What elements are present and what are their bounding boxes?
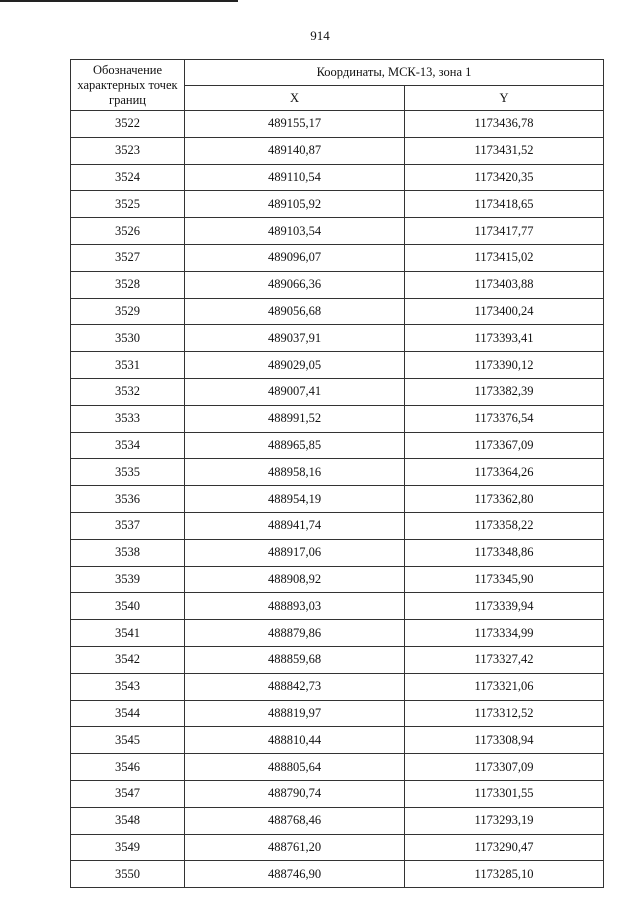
point-cell: 3548 <box>71 807 185 834</box>
y-cell: 1173376,54 <box>405 405 604 432</box>
x-cell: 489155,17 <box>185 111 405 138</box>
x-cell: 488991,52 <box>185 405 405 432</box>
table-row <box>71 352 604 379</box>
table-row <box>71 593 604 620</box>
x-cell: 488805,64 <box>185 754 405 781</box>
table-row <box>71 218 604 245</box>
x-cell: 488761,20 <box>185 834 405 861</box>
point-cell: 3542 <box>71 646 185 673</box>
point-cell: 3524 <box>71 164 185 191</box>
page-number: 914 <box>310 28 330 43</box>
y-cell: 1173293,19 <box>405 807 604 834</box>
table-row <box>71 861 604 888</box>
x-cell: 489103,54 <box>185 218 405 245</box>
y-cell: 1173362,80 <box>405 486 604 513</box>
coordinates-table <box>70 59 604 888</box>
table-row <box>71 780 604 807</box>
table-row <box>71 432 604 459</box>
x-cell: 488954,19 <box>185 486 405 513</box>
table-header <box>71 60 604 111</box>
point-cell: 3539 <box>71 566 185 593</box>
point-cell: 3533 <box>71 405 185 432</box>
point-cell: 3535 <box>71 459 185 486</box>
header-y: Y <box>405 86 604 111</box>
x-cell: 488917,06 <box>185 539 405 566</box>
x-cell: 489110,54 <box>185 164 405 191</box>
table-row <box>71 164 604 191</box>
y-cell: 1173418,65 <box>405 191 604 218</box>
y-cell: 1173417,77 <box>405 218 604 245</box>
x-cell: 488859,68 <box>185 646 405 673</box>
table-row <box>71 620 604 647</box>
y-cell: 1173334,99 <box>405 620 604 647</box>
table-row <box>71 244 604 271</box>
point-cell: 3549 <box>71 834 185 861</box>
table-row <box>71 539 604 566</box>
header-x: X <box>185 86 405 111</box>
table-row <box>71 566 604 593</box>
table-row <box>71 298 604 325</box>
point-cell: 3530 <box>71 325 185 352</box>
point-cell: 3529 <box>71 298 185 325</box>
point-cell: 3537 <box>71 512 185 539</box>
x-cell: 488958,16 <box>185 459 405 486</box>
y-cell: 1173390,12 <box>405 352 604 379</box>
point-cell: 3536 <box>71 486 185 513</box>
x-cell: 489105,92 <box>185 191 405 218</box>
x-cell: 489140,87 <box>185 137 405 164</box>
x-cell: 488810,44 <box>185 727 405 754</box>
table-row <box>71 271 604 298</box>
table-row <box>71 646 604 673</box>
x-cell: 489096,07 <box>185 244 405 271</box>
point-cell: 3545 <box>71 727 185 754</box>
point-cell: 3526 <box>71 218 185 245</box>
y-cell: 1173403,88 <box>405 271 604 298</box>
x-cell: 489066,36 <box>185 271 405 298</box>
x-cell: 488908,92 <box>185 566 405 593</box>
table-row <box>71 325 604 352</box>
x-cell: 489007,41 <box>185 378 405 405</box>
x-cell: 489037,91 <box>185 325 405 352</box>
point-cell: 3523 <box>71 137 185 164</box>
point-cell: 3544 <box>71 700 185 727</box>
table-row <box>71 137 604 164</box>
y-cell: 1173400,24 <box>405 298 604 325</box>
x-cell: 489029,05 <box>185 352 405 379</box>
y-cell: 1173364,26 <box>405 459 604 486</box>
point-cell: 3534 <box>71 432 185 459</box>
x-cell: 488893,03 <box>185 593 405 620</box>
header-coordinates-group: Координаты, МСК-13, зона 1 <box>185 60 604 86</box>
y-cell: 1173339,94 <box>405 593 604 620</box>
y-cell: 1173327,42 <box>405 646 604 673</box>
table-row <box>71 191 604 218</box>
table-row <box>71 378 604 405</box>
y-cell: 1173420,35 <box>405 164 604 191</box>
point-cell: 3547 <box>71 780 185 807</box>
y-cell: 1173415,02 <box>405 244 604 271</box>
table-row <box>71 754 604 781</box>
y-cell: 1173301,55 <box>405 780 604 807</box>
table-row <box>71 700 604 727</box>
x-cell: 488768,46 <box>185 807 405 834</box>
y-cell: 1173358,22 <box>405 512 604 539</box>
table-row <box>71 727 604 754</box>
point-cell: 3550 <box>71 861 185 888</box>
point-cell: 3525 <box>71 191 185 218</box>
y-cell: 1173321,06 <box>405 673 604 700</box>
y-cell: 1173307,09 <box>405 754 604 781</box>
x-cell: 488746,90 <box>185 861 405 888</box>
x-cell: 488842,73 <box>185 673 405 700</box>
x-cell: 489056,68 <box>185 298 405 325</box>
table-row <box>71 459 604 486</box>
point-cell: 3541 <box>71 620 185 647</box>
point-cell: 3528 <box>71 271 185 298</box>
point-cell: 3540 <box>71 593 185 620</box>
point-cell: 3546 <box>71 754 185 781</box>
x-cell: 488790,74 <box>185 780 405 807</box>
header-point-designation: Обозначение характерных точек границ <box>71 60 185 111</box>
y-cell: 1173345,90 <box>405 566 604 593</box>
table-row <box>71 405 604 432</box>
y-cell: 1173367,09 <box>405 432 604 459</box>
point-cell: 3538 <box>71 539 185 566</box>
y-cell: 1173308,94 <box>405 727 604 754</box>
x-cell: 488879,86 <box>185 620 405 647</box>
table-row <box>71 111 604 138</box>
table-row <box>71 834 604 861</box>
y-cell: 1173431,52 <box>405 137 604 164</box>
y-cell: 1173348,86 <box>405 539 604 566</box>
table-row <box>71 512 604 539</box>
y-cell: 1173436,78 <box>405 111 604 138</box>
y-cell: 1173382,39 <box>405 378 604 405</box>
point-cell: 3532 <box>71 378 185 405</box>
y-cell: 1173312,52 <box>405 700 604 727</box>
table-body <box>71 111 604 888</box>
y-cell: 1173393,41 <box>405 325 604 352</box>
point-cell: 3522 <box>71 111 185 138</box>
x-cell: 488941,74 <box>185 512 405 539</box>
table-row <box>71 486 604 513</box>
table-row <box>71 807 604 834</box>
point-cell: 3543 <box>71 673 185 700</box>
point-cell: 3531 <box>71 352 185 379</box>
top-left-rule <box>0 0 238 2</box>
y-cell: 1173285,10 <box>405 861 604 888</box>
y-cell: 1173290,47 <box>405 834 604 861</box>
table-row <box>71 673 604 700</box>
point-cell: 3527 <box>71 244 185 271</box>
x-cell: 488819,97 <box>185 700 405 727</box>
x-cell: 488965,85 <box>185 432 405 459</box>
